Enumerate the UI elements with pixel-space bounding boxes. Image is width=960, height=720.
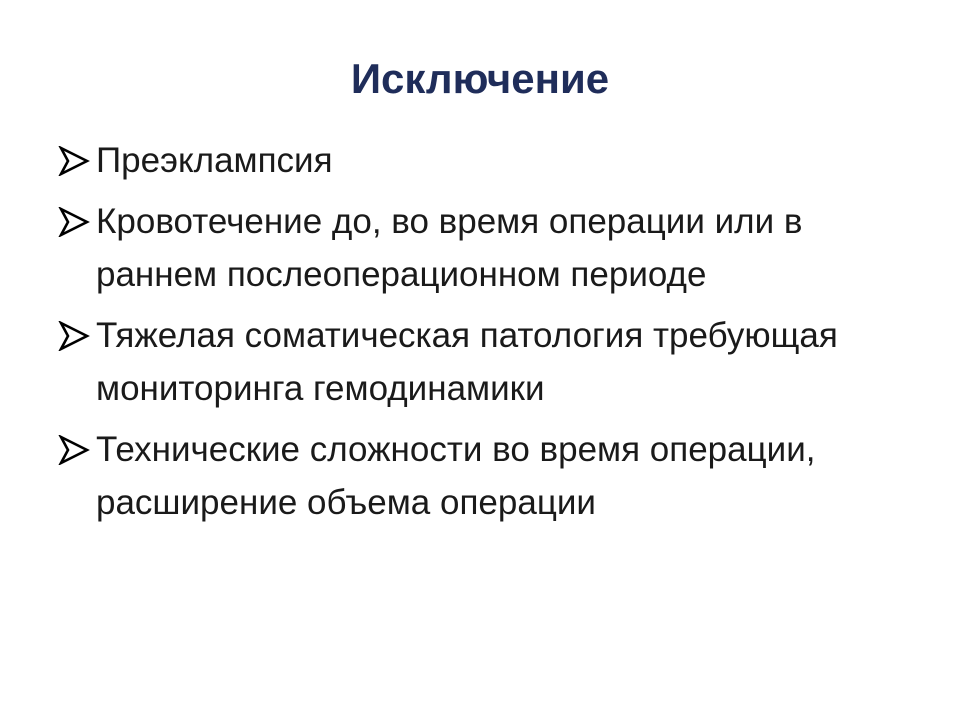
- list-item: [58, 309, 918, 415]
- arrowhead-bullet-icon: [58, 207, 90, 237]
- list-item: [58, 195, 918, 301]
- arrowhead-bullet-icon: [58, 435, 90, 465]
- list-item-text: Тяжелая соматическая патология требующая мониторинга гемодинамики: [96, 316, 838, 408]
- list-item: [58, 134, 918, 187]
- list-item: [58, 423, 918, 529]
- arrowhead-bullet-icon: [58, 146, 90, 176]
- slide-title: Исключение: [350, 55, 610, 102]
- bullet-list: [58, 134, 918, 537]
- list-item-text: Технические сложности во время операции, расширение объема операции: [96, 430, 816, 522]
- arrowhead-bullet-icon: [58, 321, 90, 351]
- list-item-text: Кровотечение до, во время операции или в раннем послеоперационном периоде: [96, 202, 803, 294]
- list-item-text: Преэклампсия: [96, 141, 333, 180]
